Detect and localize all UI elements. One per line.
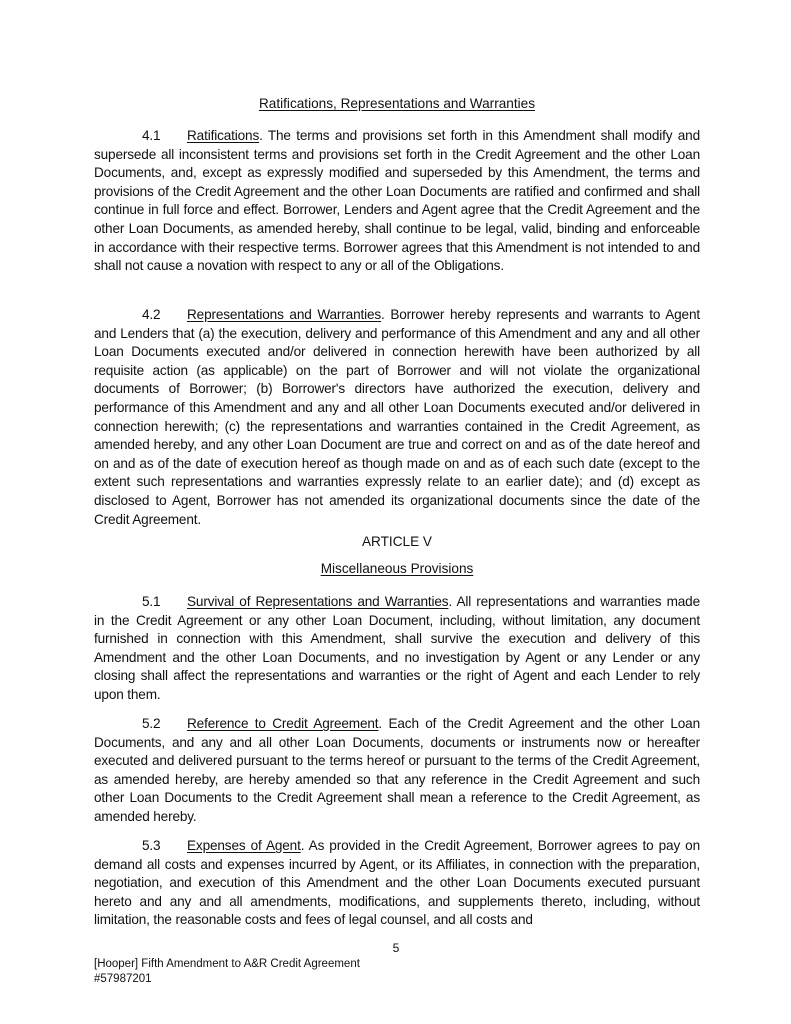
section-number: 5.1 <box>142 594 161 609</box>
section-number: 4.1 <box>142 128 161 143</box>
paragraph-4-1 <box>94 127 700 276</box>
section-text: . All representations and warranties made in the Credit Agreement or any other Loan Document, including, without limitation, any document furnished in connection with this Amendment, shall survive the execution and delivery of this Amendment and the other Loan Documents, and no investigation by Agent or any Lender or any closing shall affect the representations and warranties or the right of Agent and each Lender to rely upon them. <box>94 594 700 702</box>
section-text: . As provided in the Credit Agreement, Borrower agrees to pay on demand all costs and expenses incurred by Agent, or its Affiliates, in connection with the preparation, negotiation, and execution of this Amendment and the other Loan Documents executed pursuant hereto and any and all amendments, modifications, and supplements thereto, including, without limitation, the reasonable costs and fees of legal counsel, and all costs and <box>94 838 700 928</box>
section-number: 4.2 <box>142 307 161 322</box>
section-heading: Ratifications <box>187 128 260 143</box>
section-heading: Representations and Warranties <box>187 307 382 322</box>
article-title: Miscellaneous Provisions <box>320 561 474 576</box>
paragraph-5-1 <box>94 593 700 705</box>
section-text: . Borrower hereby represents and warrants to Agent and Lenders that (a) the execution, delivery and performance of this Amendment and any and all other Loan Documents executed and/or delivered in connection herewith have been authorized by all requisite action (as applicable) on the part of Borrower and will not violate the organizational documents of Borrower; (b) Borrower's directors have authorized the execution, delivery and performance of this Amendment and any and all other Loan Documents executed and/or delivered in connection herewith; (c) the representations and warranties contained in the Credit Agreement, as amended hereby, and any other Loan Document are true and correct on and as of the date hereof and on and as of the date of execution hereof as though made on and as of each such date (except to the extent such representations and warranties expressly relate to an earlier date); and (d) except as disclosed to Agent, Borrower has not amended its organizational documents since the date of the Credit Agreement. <box>94 307 700 527</box>
section-number: 5.2 <box>142 716 161 731</box>
section-text: . Each of the Credit Agreement and the other Loan Documents, and any and all other Loan Documents, documents or instruments now or hereafter executed and delivered pursuant to the terms hereof or pursuant to the terms of the Credit Agreement, as amended hereby, are hereby amended so that any reference in the Credit Agreement and such other Loan Documents to the Credit Agreement shall mean a reference to the Credit Agreement, as amended hereby. <box>94 716 700 824</box>
paragraph-5-3 <box>94 837 700 930</box>
section-text: . The terms and provisions set forth in this Amendment shall modify and supersede all inconsistent terms and provisions set forth in the Credit Agreement and the other Loan Documents, and, except as expressly modified and superseded by this Amendment, the terms and provisions of the Credit Agreement and the other Loan Documents are ratified and confirmed and shall continue in full force and effect. Borrower, Lenders and Agent agree that the Credit Agreement and the other Loan Documents, as amended hereby, shall continue to be legal, valid, binding and enforceable in accordance with their respective terms. Borrower agrees that this Amendment is not intended to and shall not cause a novation with respect to any or all of the Obligations. <box>94 128 700 274</box>
section-title: Ratifications, Representations and Warranties <box>258 96 536 111</box>
section-heading: Reference to Credit Agreement <box>187 716 379 731</box>
footer-document-id: #57987201 <box>94 973 152 985</box>
footer-document-title: [Hooper] Fifth Amendment to A&R Credit Agreement <box>94 958 360 970</box>
section-number: 5.3 <box>142 838 161 853</box>
section-heading: Expenses of Agent <box>187 838 301 853</box>
section-heading: Survival of Representations and Warranties <box>187 594 449 609</box>
article-heading: ARTICLE V <box>361 534 432 549</box>
paragraph-5-2 <box>94 715 700 827</box>
page-number: 5 <box>392 941 400 955</box>
paragraph-4-2 <box>94 306 700 529</box>
